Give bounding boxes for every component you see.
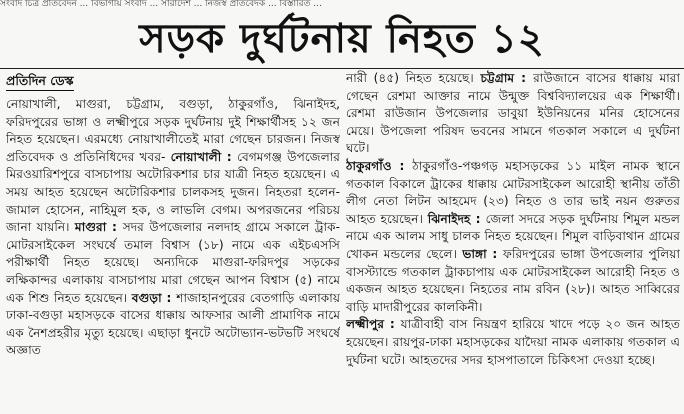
top-strip-text: সংবাদ চিত্র প্রতিবেদন ... বিভাগীয় সংবাদ ... সারাদেশ ... নিজস্ব প্রতিবেদক ... বিস্তারিত ... xyxy=(0,0,322,9)
paragraph-thakurgaon xyxy=(346,158,680,316)
paragraph-chattogram xyxy=(346,70,680,158)
section-body-lakshmipur: যাত্রীবাহী বাস নিয়ন্ত্রণ হারিয়ে খাদে পড়ে ২০ জন আহত হয়েছেন। রায়পুর-ঢাকা মহাসড়কের যাদৈয়া নামক এলাকায় গতকাল এ দুর্ঘটনা ঘটে। আহতদের সদর হাসপাতালে চিকিৎসা দেওয়া হচ্ছে। xyxy=(346,317,680,367)
article-intro xyxy=(6,96,340,360)
headline-divider xyxy=(0,68,684,69)
section-head-bogura: বগুড়া : xyxy=(131,290,177,305)
section-body-thakurgaon: ঠাকুরগাঁও-পঞ্চগড় মহাসড়কের ১১ মাইল নামক স্থানে গতকাল বিকালে ট্রাকের ধাক্কায় মোটরসাইকেল আরোহী স্থানীয় তাঁতী লীগ নেতা লিটন আহমেদ (২৩) নিহত ও তার ভাই নয়ন গুরুতর আহত হয়েছেন। xyxy=(346,158,680,226)
section-head-bhanga: ভাঙ্গা : xyxy=(462,246,504,261)
section-body-noakhali: বেগমগঞ্জ উপজেলার মিরওয়ারিশপুরে বাসচাপায় অটোরিকশার চার যাত্রী নিহত হয়েছেন। এ সময় আহত হয়েছেন অটোরিকশার চালকসহ দুজন। নিহতরা হলেন- জামাল হোসেন, নাহিমুল হক, ও লাভলি বেগম। অপরজনের পরিচয় জানা যায়নি। xyxy=(6,149,340,235)
paragraph-lakshmipur xyxy=(346,316,680,369)
section-head-magura: মাগুরা : xyxy=(74,220,123,235)
left-column xyxy=(6,70,340,410)
continued-text: নারী (৪৫) নিহত হয়েছে। xyxy=(346,71,474,85)
section-body-chattogram: রাউজানে বাসের ধাক্কায় মারা গেছেন রেশমা আক্তার নামে উন্মুক্ত বিশ্ববিদ্যালয়ের এক শিক্ষার্থী। রেশমা রাউজান উপজেলার ডাবুয়া ইউনিয়নের মনির হোসেনের মেয়ে। উপজেলা পরিষদ ভবনের সামনে গতকাল সকালে এ দুর্ঘটনা ঘটে। xyxy=(346,71,680,156)
section-body-magura: সদর উপজেলার নলদাহ গ্রামে সকালে ট্রাক-মোটরসাইকেল সংঘর্ষে তমাল বিশ্বাস (১৮) নামে এক এইচএসসি পরীক্ষার্থী নিহত হয়েছে। অন্যদিকে মাগুরা-ফরিদপুর সড়কের লক্ষিকান্দর এলাকায় বাসচাপায় মারা গেছেন আপন বিশ্বাস (৫) নামে এক শিশু নিহত হয়েছেন। xyxy=(6,220,340,305)
section-head-jhenaidah: ঝিনাইদহ : xyxy=(427,211,486,226)
section-body-bogura: শাজাহানপুরের বেতগাড়ি এলাকায় ঢাকা-বগুড়া মহাসড়কে বাসের ধাক্কায় আফসার আলী প্রামাণিক নামে এক নৈশপ্রহরীর মৃত্যু হয়েছে। এছাড়া ধুনটে অটোভ্যান-ভটভটি সংঘর্ষে অজ্ঞাত xyxy=(6,290,340,358)
section-head-thakurgaon: ঠাকুরগাঁও : xyxy=(346,158,413,173)
section-body-jhenaidah: জেলা সদরে সড়ক দুর্ঘটনায় শিমুল মন্ডল নামে এক আলম সাধু চালক নিহত হয়েছেন। শিমুল বাড়িবাথান গ্রামের খোকন মন্ডলের ছেলে। xyxy=(346,211,680,261)
headline: সড়ক দুর্ঘটনায় নিহত ১২ xyxy=(139,15,545,62)
intro-text: নোয়াখালী, মাগুরা, চট্টগ্রাম, বগুড়া, ঠাকুরগাঁও, ঝিনাইদহ, ফরিদপুরের ভাঙ্গা ও লক্ষ্মীপুরে সড়ক দুর্ঘটনায় দুই শিক্ষার্থীসহ ১২ জন নিহত হয়েছেন। এরমধ্যে নোয়াখালীতেই মারা গেছেন চারজন। নিজস্ব প্রতিবেদক ও প্রতিনিধিদের খবর- xyxy=(6,97,340,164)
byline: প্রতিদিন ডেস্ক xyxy=(6,72,74,91)
section-head-noakhali: নোয়াখালী : xyxy=(170,149,238,164)
right-column xyxy=(346,70,680,410)
section-body-bhanga: ফরিদপুরের ভাঙ্গা উপজেলার পুলিয়া বাসস্ট্যান্ডে গতকাল ট্রাকচাপায় এক মোটরসাইকেল আরোহী নিহত ও একজন আহত হয়েছেন। নিহতের নাম রবিন (২৮)। আহত সাব্বিরের বাড়ি মাদারীপুরের কালকিনী। xyxy=(346,246,680,314)
section-head-lakshmipur: লক্ষ্মীপুর : xyxy=(346,317,401,332)
section-head-chattogram: চট্টগ্রাম : xyxy=(480,71,534,85)
